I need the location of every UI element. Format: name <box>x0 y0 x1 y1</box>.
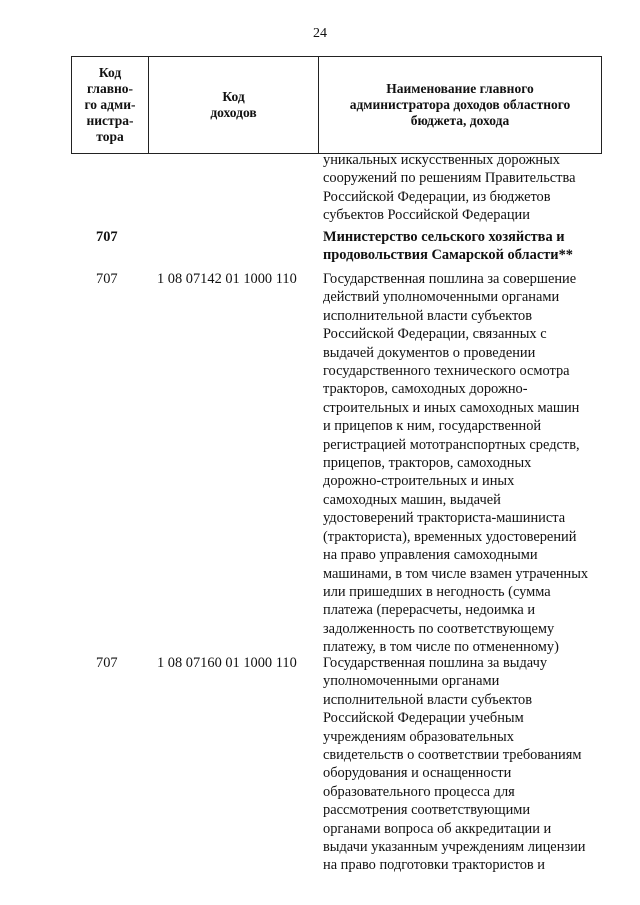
text-line: органами вопроса об аккредитации и <box>323 820 552 837</box>
text-line: действий уполномоченными органами <box>323 289 560 306</box>
header-text-line: Код <box>222 89 245 104</box>
text-line: Государственная пошлина за выдачу <box>323 655 548 671</box>
text-line: удостоверений тракториста-машиниста <box>323 510 566 527</box>
text-line: платежу, в том числе по отмененному) <box>323 639 559 656</box>
text-line: продовольствия Самарской области** <box>323 247 573 264</box>
text-line: или пришедших в негодность (сумма <box>323 583 551 600</box>
header-admin-code <box>72 57 149 153</box>
text-line: задолженность по соответствующему <box>323 620 555 637</box>
text-line: образовательного процесса для <box>323 783 515 800</box>
header-text-line: Код <box>98 65 122 80</box>
row-description <box>323 654 586 875</box>
text-line: тракторов, самоходных дорожно- <box>323 381 528 398</box>
row-income-code: 1 08 07160 01 1000 110 <box>157 655 297 671</box>
header-text-line: бюджета, дохода <box>410 113 510 128</box>
continuation-text <box>323 151 575 225</box>
header-text-line: нистра- <box>86 113 134 128</box>
text-line: оборудования и оснащенности <box>323 765 512 782</box>
text-line: Министерство сельского хозяйства и <box>323 229 565 245</box>
row-description <box>323 270 588 657</box>
text-line: исполнительной власти субъектов <box>323 307 533 324</box>
text-line: выдачи указанным учреждениям лицензии <box>323 839 586 856</box>
text-line: государственного технического осмотра <box>323 363 570 380</box>
header-text-line: тора <box>96 129 124 144</box>
text-line: Государственная пошлина за совершение <box>323 271 577 287</box>
text-line: сооружений по решениям Правительства <box>323 170 576 187</box>
text-line: свидетельств о соответствии требованиям <box>323 747 582 764</box>
text-line: исполнительной власти субъектов <box>323 691 533 708</box>
text-line: платежа (перерасчеты, недоимка и <box>323 602 536 619</box>
text-line: Российской Федерации, из бюджетов <box>323 188 551 205</box>
header-text-line: администратора доходов областного <box>349 97 571 112</box>
header-text-line: доходов <box>210 105 257 120</box>
row-admin-code: 707 <box>96 655 118 671</box>
text-line: субъектов Российской Федерации <box>323 207 530 224</box>
text-line: регистрацией мототранспортных средств, <box>323 436 580 453</box>
row-admin-code: 707 <box>96 271 118 287</box>
row-income-code: 1 08 07142 01 1000 110 <box>157 271 297 287</box>
text-line: и прицепов к ним, государственной <box>323 418 542 435</box>
header-text-line: главно- <box>86 81 134 96</box>
text-line: Российской Федерации, связанных с <box>323 326 547 343</box>
text-line: уполномоченными органами <box>323 673 500 690</box>
header-income-code <box>149 57 319 153</box>
ministry-title <box>323 228 573 265</box>
header-text-line: Наименование главного <box>386 81 534 96</box>
header-name <box>319 57 601 153</box>
text-line: на право управления самоходными <box>323 547 538 564</box>
text-line: строительных и иных самоходных машин <box>323 399 580 416</box>
page-number: 24 <box>313 26 327 41</box>
text-line: дорожно-строительных и иных <box>323 473 515 490</box>
table-header <box>71 56 602 154</box>
text-line: (тракториста), временных удостоверений <box>323 528 577 545</box>
text-line: на право подготовки трактористов и <box>323 857 546 874</box>
row-admin-code: 707 <box>96 229 118 245</box>
text-line: прицепов, тракторов, самоходных <box>323 455 532 472</box>
text-line: уникальных искусственных дорожных <box>323 152 560 168</box>
text-line: самоходных машин, выдачей <box>323 491 501 508</box>
header-text-line: го адми- <box>84 97 136 112</box>
text-line: выдачей документов о проведении <box>323 344 536 361</box>
text-line: учреждениям образовательных <box>323 728 514 745</box>
text-line: Российской Федерации учебным <box>323 710 524 727</box>
text-line: рассмотрения соответствующими <box>323 802 531 819</box>
text-line: машинами, в том числе взамен утраченных <box>323 565 589 582</box>
